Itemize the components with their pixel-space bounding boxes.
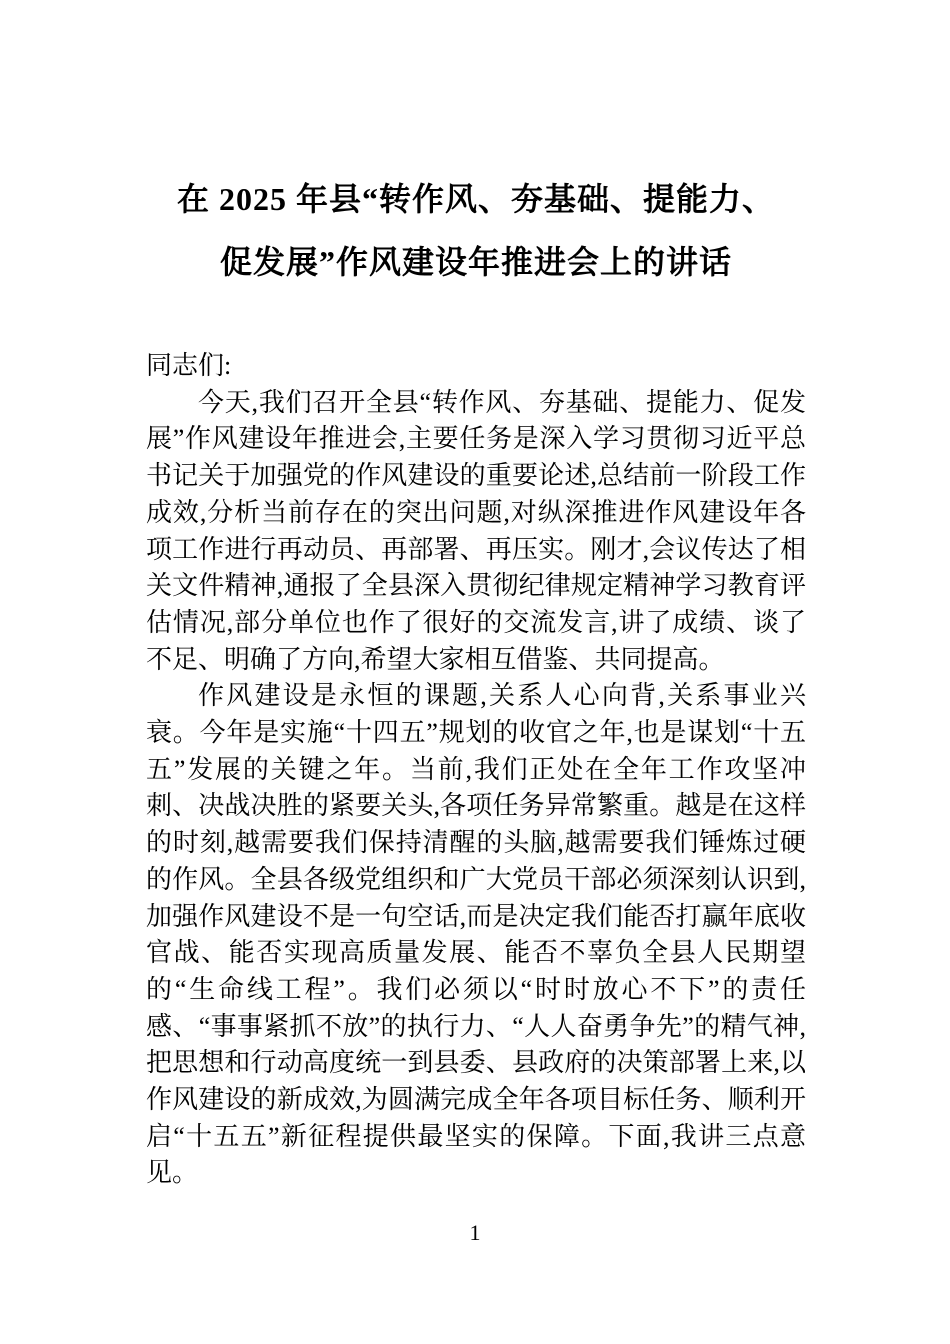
salutation: 同志们: [146,351,232,380]
paragraph-2: 作风建设是永恒的课题,关系人心向背,关系事业兴衰。今年是实施“十四五”规划的收官之年,也是谋划“十五五”发展的关键之年。当前,我们正处在全年工作攻坚冲刺、决战决胜的紧要关头,各项任务异常繁重。越是在这样的时刻,越需要我们保持清醒的头脑,越需要我们锤炼过硬的作风。全县各级党组织和广大党员干部必须深刻认识到,加强作风建设不是一句空话,而是决定我们能否打赢年底收官战、能否实现高质量发展、能否不辜负全县人民期望的“生命线工程”。我们必须以“时时放心不下”的责任感、“事事紧抓不放”的执行力、“人人奋勇争先”的精气神,把思想和行动高度统一到县委、县政府的决策部署上来,以作风建设的新成效,为圆满完成全年各项目标任务、顺利开启“十五五”新征程提供最坚实的保障。下面,我讲三点意见。 [146,681,806,1188]
paragraph-1: 今天,我们召开全县“转作风、夯基础、提能力、促发展”作风建设年推进会,主要任务是深入学习贯彻习近平总书记关于加强党的作风建设的重要论述,总结前一阶段工作成效,分析当前存在的突出问题,对纵深推进作风建设年各项工作进行再动员、再部署、再压实。刚才,会议传达了相关文件精神,通报了全县深入贯彻纪律规定精神学习教育评估情况,部分单位也作了很好的交流发言,讲了成绩、谈了不足、明确了方向,希望大家相互借鉴、共同提高。 [146,387,806,674]
title-line-2: 促发展”作风建设年推进会上的讲话 [219,244,732,280]
document-body [146,348,806,1192]
document-title [146,168,806,294]
title-line-1: 在 2025 年县“转作风、夯基础、提能力、 [176,181,775,217]
page-number: 1 [469,1220,481,1245]
